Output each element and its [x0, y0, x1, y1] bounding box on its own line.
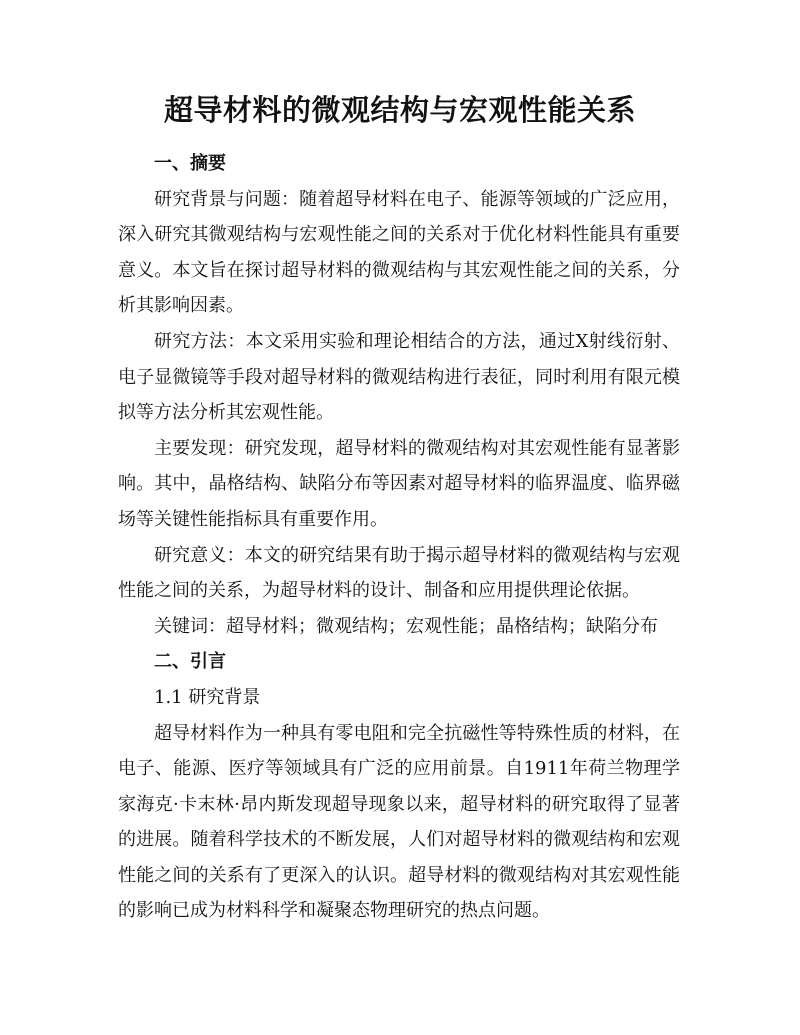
intro-paragraph: 超导材料作为一种具有零电阻和完全抗磁性等特殊性质的材料，在电子、能源、医疗等领域具有广泛的应用前景。自1911年荷兰物理学家海克·卡末林·昂内斯发现超导现象以来，超导材料的研究取得了显著的进展。随着科学技术的不断发展，人们对超导材料的微观结构和宏观性能之间的关系有了更深入的认识。超导材料的微观结构对其宏观性能的影响已成为材料科学和凝聚态物理研究的热点问题。 — [118, 722, 680, 922]
abstract-background-paragraph: 研究背景与问题：随着超导材料在电子、能源等领域的广泛应用，深入研究其微观结构与宏观性能之间的关系对于优化材料性能具有重要意义。本文旨在探讨超导材料的微观结构与其宏观性能之间的关系，分析其影响因素。 — [118, 188, 680, 317]
document-body — [118, 146, 680, 929]
abstract-heading: 一、摘要 — [154, 153, 226, 174]
document-title: 超导材料的微观结构与宏观性能关系 — [163, 93, 636, 127]
abstract-findings-paragraph: 主要发现：研究发现，超导材料的微观结构对其宏观性能有显著影响。其中，晶格结构、缺陷分布等因素对超导材料的临界温度、临界磁场等关键性能指标具有重要作用。 — [118, 437, 680, 530]
intro-heading: 二、引言 — [154, 651, 226, 673]
subsection-heading: 1.1 研究背景 — [154, 686, 261, 708]
keywords-line: 关键词：超导材料；微观结构；宏观性能；晶格结构；缺陷分布 — [154, 615, 658, 637]
abstract-significance-paragraph: 研究意义：本文的研究结果有助于揭示超导材料的微观结构与宏观性能之间的关系，为超导材料的设计、制备和应用提供理论依据。 — [118, 544, 680, 602]
abstract-method-paragraph: 研究方法：本文采用实验和理论相结合的方法，通过X射线衍射、电子显微镜等手段对超导材料的微观结构进行表征，同时利用有限元模拟等方法分析其宏观性能。 — [118, 330, 680, 424]
